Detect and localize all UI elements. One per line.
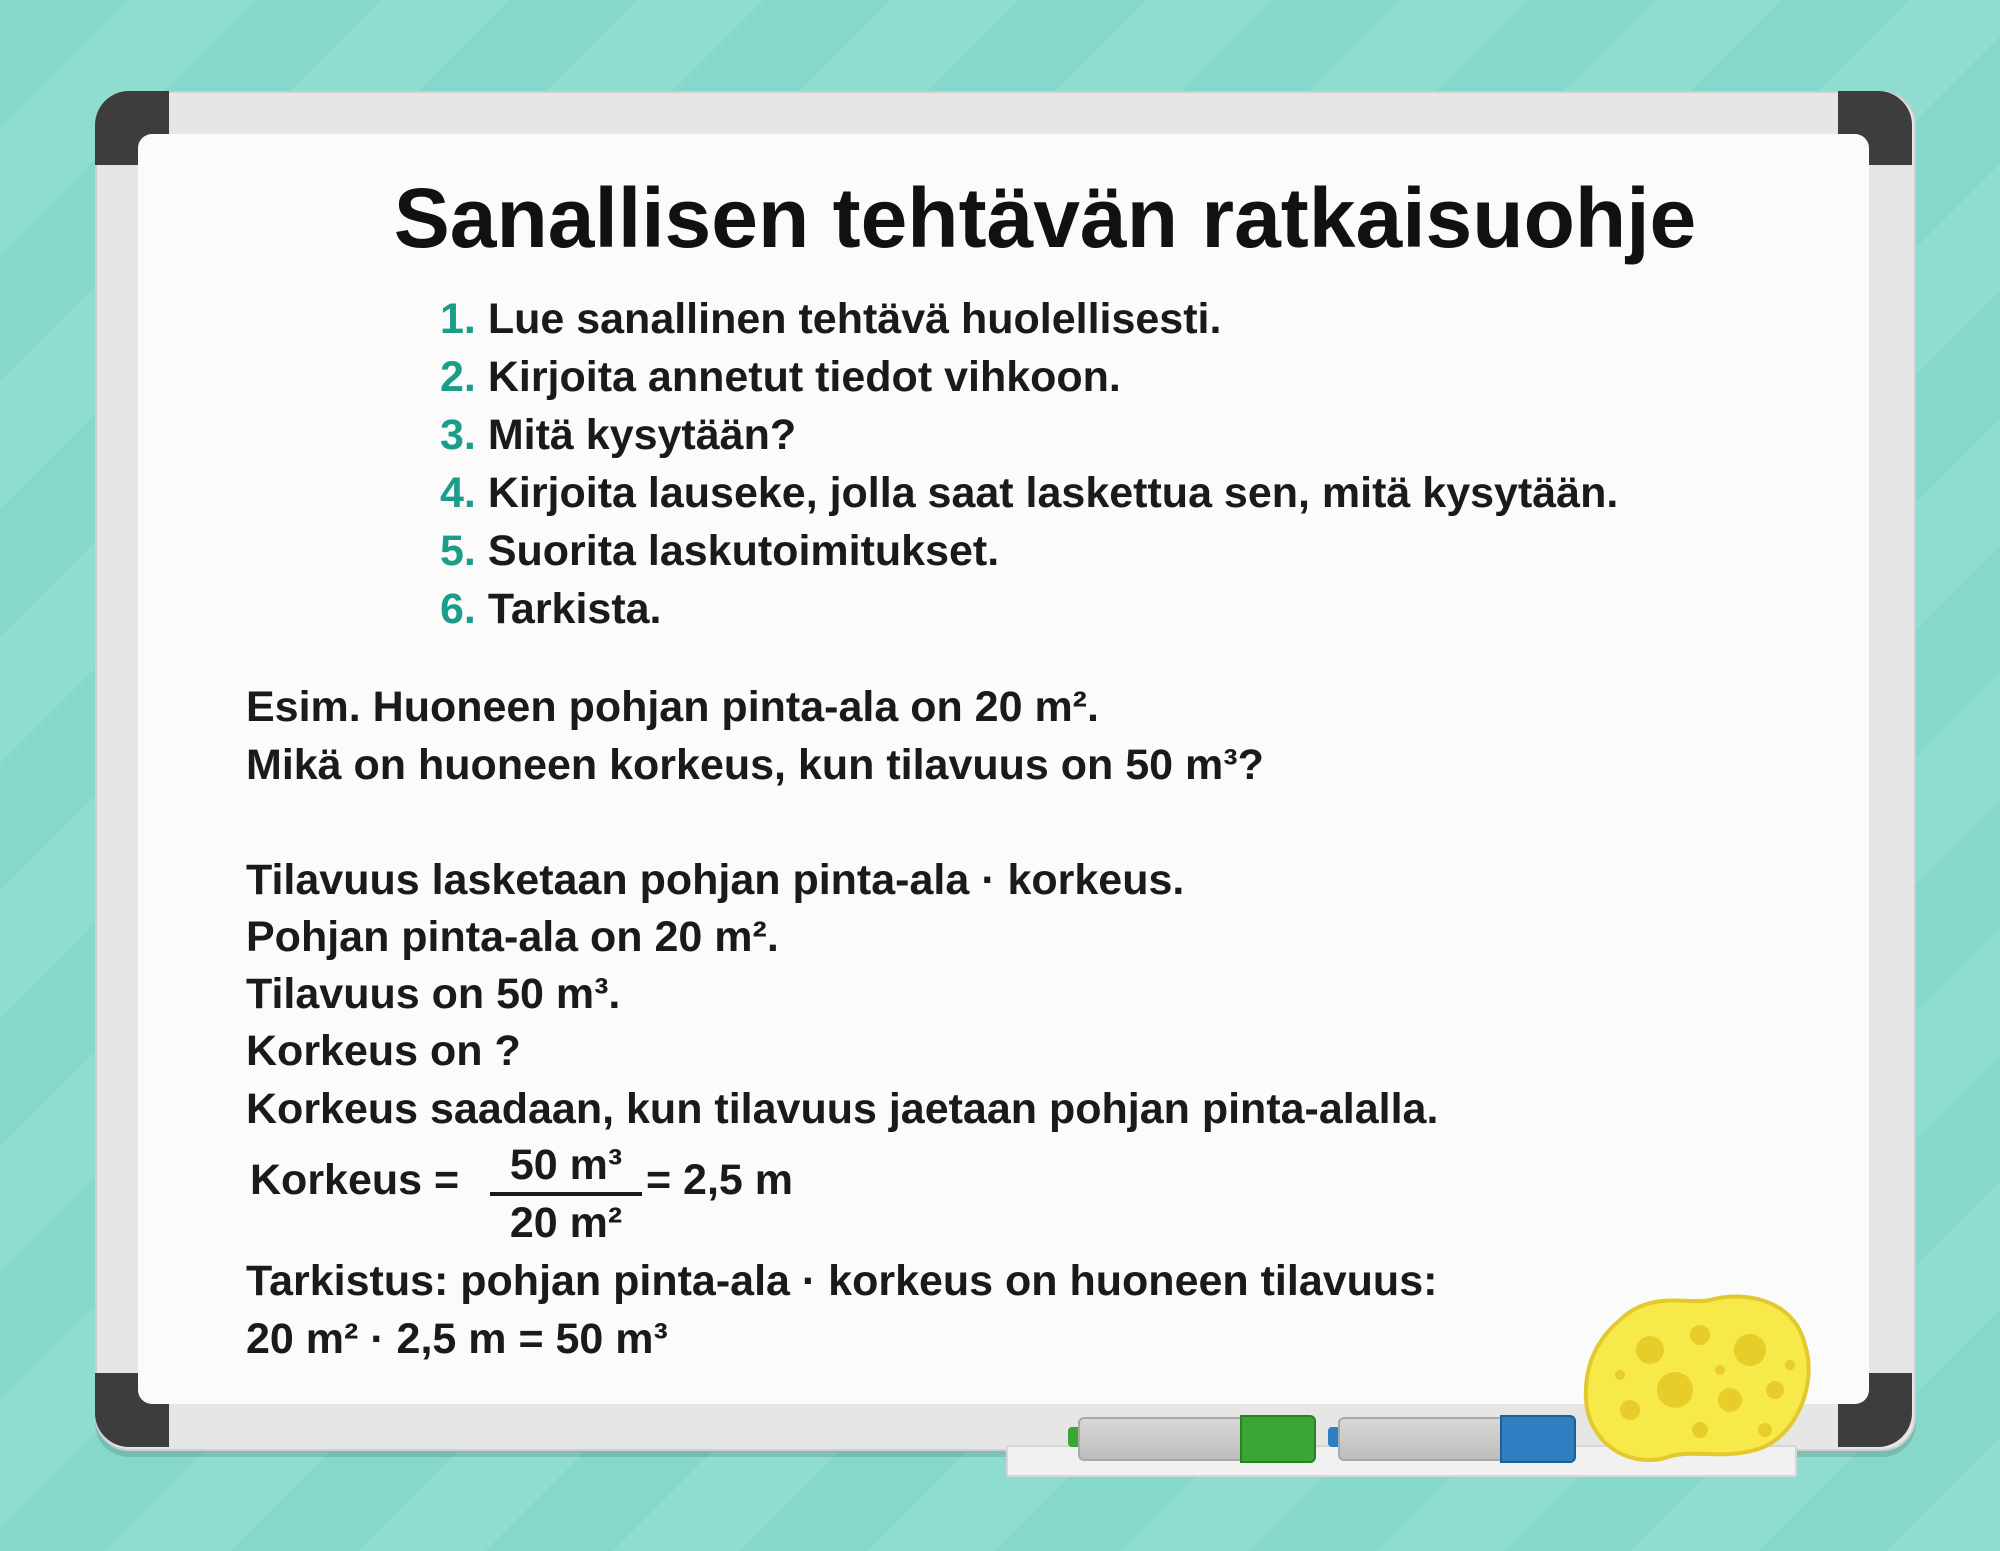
step-text: Suorita laskutoimitukset.: [487, 527, 1000, 575]
example-line-2: Mikä on huoneen korkeus, kun tilavuus on 50 m³?: [246, 741, 1264, 789]
step-item: [440, 580, 1618, 638]
step-text: Mitä kysytään?: [487, 411, 797, 459]
formula-fraction: [490, 1140, 642, 1248]
sponge-icon: [1580, 1290, 1820, 1470]
solution-line: Tilavuus on 50 m³.: [246, 970, 621, 1018]
step-item: [440, 522, 1618, 580]
solution-line: Korkeus on ?: [246, 1027, 521, 1075]
example-line-1: Esim. Huoneen pohjan pinta-ala on 20 m².: [246, 683, 1099, 731]
step-number: 2.: [440, 353, 476, 401]
check-line-1: Tarkistus: pohjan pinta-ala · korkeus on huoneen tilavuus:: [246, 1257, 1438, 1305]
step-item: [440, 290, 1618, 348]
step-text: Kirjoita annetut tiedot vihkoon.: [487, 353, 1121, 401]
fraction-numerator: 50 m³: [509, 1141, 623, 1189]
formula-lhs: Korkeus =: [250, 1156, 460, 1204]
check-line-2: 20 m² · 2,5 m = 50 m³: [246, 1315, 668, 1363]
step-item: [440, 406, 1618, 464]
solution-line: Pohjan pinta-ala on 20 m².: [246, 913, 779, 961]
steps-list: [440, 290, 1618, 638]
step-number: 1.: [440, 295, 476, 343]
fraction-denominator: 20 m²: [509, 1199, 623, 1247]
formula-rhs: = 2,5 m: [646, 1156, 794, 1204]
page-title: Sanallisen tehtävän ratkaisuohje: [393, 171, 1697, 265]
step-number: 4.: [440, 469, 476, 517]
step-number: 3.: [440, 411, 476, 459]
step-text: Lue sanallinen tehtävä huolellisesti.: [487, 295, 1222, 343]
step-number: 5.: [440, 527, 476, 575]
step-item: [440, 348, 1618, 406]
solution-line: Tilavuus lasketaan pohjan pinta-ala · korkeus.: [246, 856, 1185, 904]
fraction-bar: [490, 1192, 642, 1196]
step-number: 6.: [440, 585, 476, 633]
step-text: Kirjoita lauseke, jolla saat laskettua sen, mitä kysytään.: [487, 469, 1619, 517]
step-item: [440, 464, 1618, 522]
solution-line: Korkeus saadaan, kun tilavuus jaetaan pohjan pinta-alalla.: [246, 1085, 1439, 1133]
step-text: Tarkista.: [487, 585, 662, 633]
